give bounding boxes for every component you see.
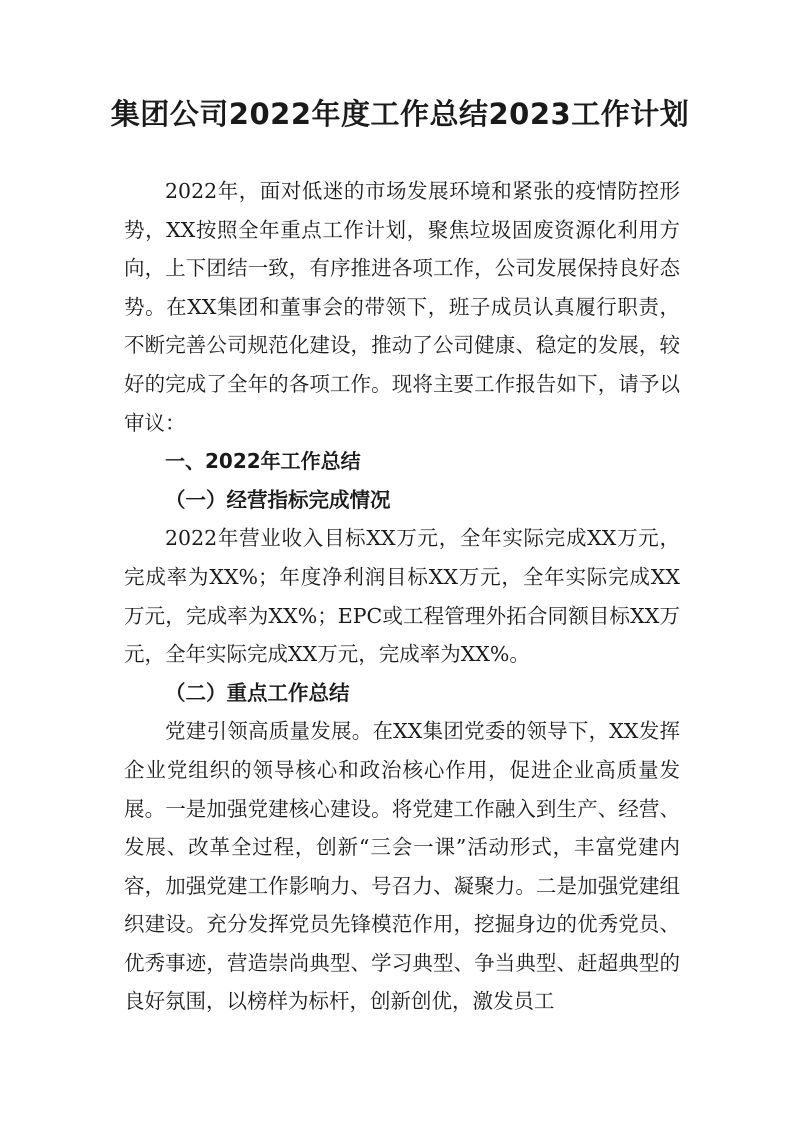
subsection-heading-key-work: （二）重点工作总结 [165,680,350,705]
intro-paragraph: 2022年，面对低迷的市场发展环境和紧张的疫情防控形势，XX按照全年重点工作计划，聚焦垃圾固废资源化利用方向，上下团结一致，有序推进各项工作，公司发展保持良好态势。在XX集团和董事会的带领下，班子成员认真履行职责，不断完善公司规范化建设，推动了公司健康、稳定的发展，较好的完成了全年的各项工作。现将主要工作报告如下，请予以审议： [124,179,680,435]
document-body [124,172,680,1021]
section-heading-summary: 一、2022年工作总结 [165,449,361,474]
key-work-paragraph: 党建引领高质量发展。在XX集团党委的领导下，XX发挥企业党组织的领导核心和政治核心作用，促进企业高质量发展。一是加强党建核心建设。将党建工作融入到生产、经营、发展、改革全过程，创新“三会一课”活动形式，丰富党建内容，加强党建工作影响力、号召力、凝聚力。二是加强党建组织建设。充分发挥党员先锋模范作用，挖掘身边的优秀党员、优秀事迹，营造崇尚典型、学习典型、争当典型、赶超典型的良好氛围，以榜样为标杆，创新创优，激发员工 [124,719,680,1014]
subsection-heading-indicators: （一）经营指标完成情况 [165,487,391,512]
document-title: 集团公司2022年度工作总结2023工作计划 [110,97,690,131]
indicators-paragraph: 2022年营业收入目标XX万元，全年实际完成XX万元，完成率为XX%；年度净利润目标XX万元，全年实际完成XX万元，完成率为XX%；EPC或工程管理外拓合同额目标XX万元，全年实际完成XX万元，完成率为XX%。 [124,526,680,667]
